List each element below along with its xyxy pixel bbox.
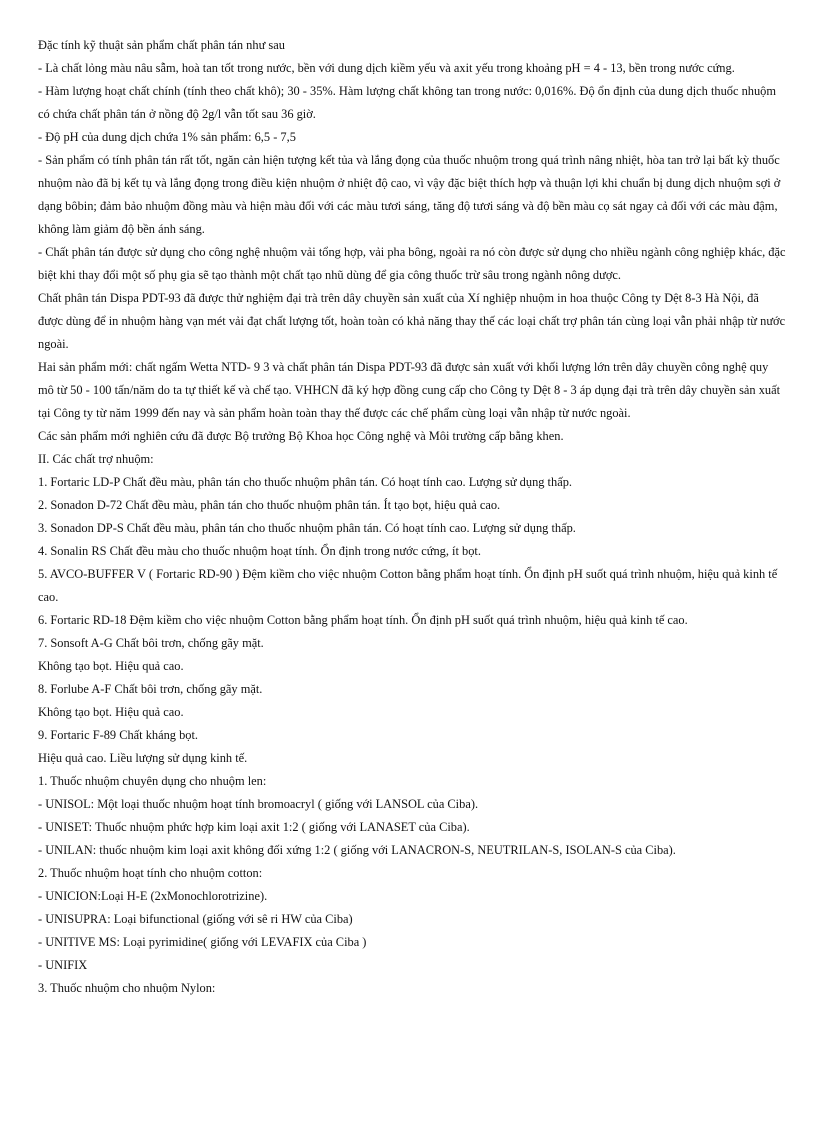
paragraph: - Độ pH của dung dịch chứa 1% sản phẩm: 6,5 - 7,5 bbox=[38, 130, 296, 144]
list-item: - UNICION:Loại H-E (2xMonochlorotrizine). bbox=[38, 889, 268, 903]
list-item: 6. Fortaric RD-18 Đệm kiềm cho việc nhuộm Cotton bằng phẩm hoạt tính. Ổn định pH suốt quá trình nhuộm, hiệu quả kinh tế cao. bbox=[38, 613, 688, 627]
paragraph: - Hàm lượng hoạt chất chính (tính theo chất khô); 30 - 35%. Hàm lượng chất không tan trong nước: 0,016%. Độ ổn định của dung dịch thuốc nhuộm có chứa chất phân tán ở nồng độ 2g/l vẫn tốt sau 36 giờ. bbox=[38, 84, 777, 121]
list-item: 4. Sonalin RS Chất đều màu cho thuốc nhuộm hoạt tính. Ổn định trong nước cứng, ít bọt. bbox=[38, 544, 481, 558]
paragraph: Chất phân tán Dispa PDT-93 đã được thử nghiệm đại trà trên dây chuyền sản xuất của Xí nghiệp nhuộm in hoa thuộc Công ty Dệt 8-3 Hà Nội, đã được dùng để in nhuộm hàng vạn mét vải đạt chất lượng tốt, hoàn toàn có khả năng thay thế các loại chất trợ phân tán cùng loại vẫn phải nhập từ nước ngoài. bbox=[38, 291, 786, 351]
paragraph: - Là chất lỏng màu nâu sẫm, hoà tan tốt trong nước, bền với dung dịch kiềm yếu và axit yếu trong khoảng pH = 4 - 13, bền trong nước cứng. bbox=[38, 61, 735, 75]
paragraph: Hai sản phẩm mới: chất ngấm Wetta NTD- 9 3 và chất phân tán Dispa PDT-93 đã được sản xuất với khối lượng lớn trên dây chuyền công nghệ quy mô từ 50 - 100 tấn/năm do ta tự thiết kế và chế tạo. VHHCN đã ký hợp đồng cung cấp cho Công ty Dệt 8 - 3 áp dụng đại trà trên dây chuyền sản xuất tại Công ty từ năm 1999 đến nay và sản phẩm hoàn toàn thay thế được các chế phẩm cùng loại vẫn nhập từ nước ngoài. bbox=[38, 360, 781, 420]
subsection-heading: 3. Thuốc nhuộm cho nhuộm Nylon: bbox=[38, 981, 216, 995]
list-item: 2. Sonadon D-72 Chất đều màu, phân tán cho thuốc nhuộm phân tán. Ít tạo bọt, hiệu quả cao. bbox=[38, 498, 501, 512]
list-item: - UNISET: Thuốc nhuộm phức hợp kim loại axit 1:2 ( giống với LANASET của Ciba). bbox=[38, 820, 470, 834]
list-item: - UNISUPRA: Loại bifunctional (giống với sê ri HW của Ciba) bbox=[38, 912, 353, 926]
list-item: 9. Fortaric F-89 Chất kháng bọt. bbox=[38, 728, 199, 742]
list-item-note: Hiệu quả cao. Liều lượng sử dụng kinh tế. bbox=[38, 751, 248, 765]
subsection-heading: 2. Thuốc nhuộm hoạt tính cho nhuộm cotton: bbox=[38, 866, 263, 880]
paragraph: Các sản phẩm mới nghiên cứu đã được Bộ trưởng Bộ Khoa học Công nghệ và Môi trường cấp bằng khen. bbox=[38, 429, 564, 443]
list-item: 8. Forlube A-F Chất bôi trơn, chống gãy mặt. bbox=[38, 682, 263, 696]
list-item: - UNISOL: Một loại thuốc nhuộm hoạt tính bromoacryl ( giống với LANSOL của Ciba). bbox=[38, 797, 479, 811]
subsection-heading: 1. Thuốc nhuộm chuyên dụng cho nhuộm len: bbox=[38, 774, 267, 788]
section-heading: II. Các chất trợ nhuộm: bbox=[38, 452, 154, 466]
list-item: - UNILAN: thuốc nhuộm kim loại axit không đối xứng 1:2 ( giống với LANACRON-S, NEUTRILAN-S, ISOLAN-S của Ciba). bbox=[38, 843, 676, 857]
list-item: - UNITIVE MS: Loại pyrimidine( giống với LEVAFIX của Ciba ) bbox=[38, 935, 367, 949]
paragraph: - Sản phẩm có tính phân tán rất tốt, ngăn cản hiện tượng kết tủa và lắng đọng của thuốc nhuộm trong quá trình nâng nhiệt, hòa tan trở lại bất kỳ thuốc nhuộm nào đã bị kết tụ và lắng đọng trong điều kiện nhuộm ở nhiệt độ cao, vì vậy đặc biệt thích hợp và thuận lợi khi chuẩn bị dung dịch nhuộm sợi ở dạng bôbin; đảm bảo nhuộm đồng màu và hiện màu đối với các màu tươi sáng, tăng độ tươi sáng và độ bền màu cọ sát ngay cả đối với các màu đậm, không làm giảm độ bền ánh sáng. bbox=[38, 153, 781, 236]
list-item: 3. Sonadon DP-S Chất đều màu, phân tán cho thuốc nhuộm phân tán. Có hoạt tính cao. Lượng sử dụng thấp. bbox=[38, 521, 576, 535]
list-item-note: Không tạo bọt. Hiệu quả cao. bbox=[38, 659, 184, 673]
paragraph: Đặc tính kỹ thuật sản phẩm chất phân tán như sau bbox=[38, 38, 285, 52]
list-item-note: Không tạo bọt. Hiệu quả cao. bbox=[38, 705, 184, 719]
list-item: 5. AVCO-BUFFER V ( Fortaric RD-90 ) Đệm kiềm cho việc nhuộm Cotton bằng phẩm hoạt tính. Ổn định pH suốt quá trình nhuộm, hiệu quả kinh tế cao. bbox=[38, 567, 778, 604]
list-item: 1. Fortaric LD-P Chất đều màu, phân tán cho thuốc nhuộm phân tán. Có hoạt tính cao. Lượng sử dụng thấp. bbox=[38, 475, 572, 489]
paragraph: - Chất phân tán được sử dụng cho công nghệ nhuộm vải tổng hợp, vải pha bông, ngoài ra nó còn được sử dụng cho nhiều ngành công nghiệp khác, đặc biệt khi thay đổi một số phụ gia sẽ tạo thành một chất tạo nhũ dùng để gia công thuốc trừ sâu trong ngành nông dược. bbox=[38, 245, 786, 282]
list-item: 7. Sonsoft A-G Chất bôi trơn, chống gãy mặt. bbox=[38, 636, 264, 650]
list-item: - UNIFIX bbox=[38, 958, 88, 972]
